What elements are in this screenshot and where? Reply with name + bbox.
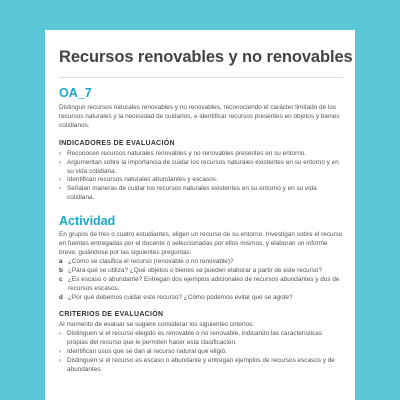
activity-title: Actividad bbox=[59, 214, 116, 229]
objective-code: OA_7 bbox=[59, 86, 92, 100]
criteria-intro: Al momento de evaluar se sugiere considerar los siguientes criterios: bbox=[59, 321, 255, 329]
activity-intro: En grupos de tres o cuatro estudiantes, eligen un recurso de su entorno. Investigan sobre el recurso en fuentes entregadas por el docente o seleccionadas por ellos mismos, y elaboran un informe breve, guiándose por las siguientes preguntas: bbox=[59, 231, 343, 256]
question-marker: a bbox=[59, 257, 63, 265]
page-title: Recursos renovables y no renovables bbox=[59, 48, 353, 66]
bullet-chevron-icon: › bbox=[59, 158, 62, 166]
bullet-chevron-icon: › bbox=[59, 185, 62, 193]
question-marker: d bbox=[59, 293, 63, 301]
bullet-chevron-icon: › bbox=[59, 357, 62, 365]
indicators-heading: INDICADORES DE EVALUACIÓN bbox=[59, 139, 175, 147]
indicator-item: › Argumentan sobre la importancia de cuidar los recursos naturales existentes en su entorno y en su vida cotidiana. bbox=[59, 158, 339, 175]
objective-text: Distinguir recursos naturales renovables y no renovables, reconociendo el carácter limitado de los recursos naturales y la necesidad de cuidarlos, e identificar recursos presentes en objetos y bienes cotidianos. bbox=[59, 104, 340, 129]
question-marker: b bbox=[59, 266, 63, 274]
question-item: b ¿Para qué se utiliza? ¿Qué objetos o bienes se pueden elaborar a partir de este recurso? bbox=[59, 266, 323, 274]
bullet-chevron-icon: › bbox=[59, 149, 62, 157]
criteria-item: › Identifican usos que se dan al recurso natural que eligió. bbox=[59, 348, 227, 356]
activity-questions bbox=[59, 258, 343, 303]
indicator-item: › Señalan maneras de cuidar los recursos naturales existentes en su entorno y en su vida cotidiana. bbox=[59, 185, 317, 202]
bullet-chevron-icon: › bbox=[59, 348, 62, 356]
document-page bbox=[45, 30, 355, 400]
indicator-item: › Reconocen recursos naturales renovables y no renovables presentes en su entorno. bbox=[59, 149, 307, 157]
indicators-list bbox=[59, 150, 343, 203]
criteria-item: › Distinguen si el recurso es escaso o abundante y entregan ejemplos de recursos escasos y de abundantes. bbox=[59, 357, 335, 373]
title-divider bbox=[59, 77, 343, 78]
bullet-chevron-icon: › bbox=[59, 330, 62, 338]
question-item: a ¿Cómo se clasifica el recurso (renovable o no renovable)? bbox=[59, 257, 234, 265]
question-marker: c bbox=[59, 275, 63, 283]
indicator-item: › Identifican recursos naturales abundantes y escasos. bbox=[59, 176, 218, 184]
criteria-item: › Distinguen si el recurso elegido es renovable o no renovable, indicando las características propias del recurso que le permiten hacer esta clasificación. bbox=[59, 330, 323, 347]
question-item: c ¿Es escaso o abundante? Entregan dos ejemplos adicionales de recursos abundantes y dos de recursos escasos. bbox=[59, 275, 340, 292]
criteria-list bbox=[59, 330, 343, 375]
bullet-chevron-icon: › bbox=[59, 176, 62, 184]
criteria-heading: CRITERIOS DE EVALUACIÓN bbox=[59, 311, 164, 319]
question-item: d ¿Por qué debemos cuidar este recurso? ¿Cómo podemos evitar que se agote? bbox=[59, 293, 293, 301]
